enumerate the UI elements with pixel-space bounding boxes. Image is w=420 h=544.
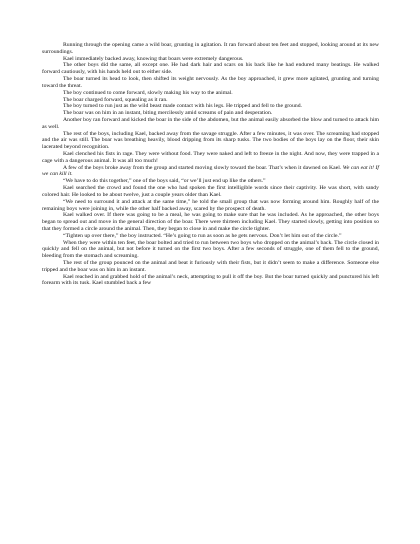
paragraph: The boar was on him in an instant, biting mercilessly amid screams of pain and desperation. [63,110,273,117]
paragraph: “Tighten up over there,” the boy instructed. “He’s going to run as soon as he gets nervous. Don’t let him out of the circle.” [63,232,342,239]
paragraph: Kael walked over. If there was going to be a meal, he was going to make sure that he was included. As he approached, the other boys began to spread out and move in the general direction of the boar. There were thirteen including Kael. They started slowly, getting into position so that they formed a circle around the animal. Then, they began to close in and make the circle tighter. [42,212,379,232]
paragraph: Running through the opening came a wild boar, grunting in agitation. It ran forward about ten feet and stopped, looking around at its new surroundings. [42,42,379,55]
paragraph: The boar turned its head to look, then shifted its weight nervously. As the boy approached, it grew more agitated, grunting and turning toward the threat. [42,76,379,89]
paragraph: The boar charged forward, squealing as it ran. [63,96,168,103]
paragraph: Kael immediately backed away, knowing that boars were extremely dangerous. [63,55,244,62]
paragraph-text: A few of the boys broke away from the group and started moving slowly toward the boar. That’s when it dawned on Kael. [63,164,342,171]
paragraph: The boy turned to run just as the wild beast made contact with his legs. He tripped and fell to the ground. [63,103,302,110]
paragraph: The rest of the boys, including Kael, backed away from the savage struggle. After a few minutes, it was over. The screaming had stopped and the air was still. The boar was breathing heavily, blood dripping from its sharp tusks. The two bodies of the boys lay on the floor, their skin lacerated beyond recognition. [42,130,379,151]
paragraph: Kael reached in and grabbed hold of the animal’s neck, attempting to pull it off the boy. But the boar turned quickly and punctured his left forearm with its tusk. Kael stumbled back a few [42,273,379,287]
paragraph: “We need to surround it and attack at the same time,” he told the small group that was now forming around him. Roughly half of the remaining boys were joining in, while the other half backed away, scared by the prospect of death. [42,198,379,212]
paragraph: Another boy ran forward and kicked the boar in the side of the abdomen, but the animal easily absorbed the blow and turned to attack him as well. [42,116,379,130]
paragraph [42,165,379,179]
paragraph: When they were within ten feet, the boar bolted and tried to run between two boys who dropped on the animal’s back. The circle closed in quickly and fell on the animal, but not before it turned on the first two boys. After a few seconds of struggle, one of them fell to the ground, bleeding from the stomach and screaming. [42,239,379,260]
italic-thought: We can eat it! If we can kill it. [42,164,379,178]
paragraph: The rest of the group pounced on the animal and beat it furiously with their fists, but it didn’t seem to make a difference. Someone else tripped and the boar was on him in an instant. [42,260,379,273]
document-page [42,42,379,287]
paragraph: Kael clenched his fists in rage. They were without food. They were naked and left to freeze in the night. And now, they were trapped in a cage with a dangerous animal. It was all too much! [42,151,379,164]
paragraph: The boy continued to come forward, slowly making his way to the animal. [63,89,233,96]
paragraph: Kael searched the crowd and found the one who had spoken the first intelligible words since their captivity. He was short, with sandy colored hair. He looked to be about twelve, just a couple years older than Kael. [42,185,379,198]
paragraph: “We have to do this together,” one of the boys said, “or we’ll just end up like the others.” [63,178,266,185]
paragraph: The other boys did the same, all except one. He had dark hair and scars on his back like he had endured many beatings. He walked forward cautiously, with his hands held out to either side. [42,62,379,76]
